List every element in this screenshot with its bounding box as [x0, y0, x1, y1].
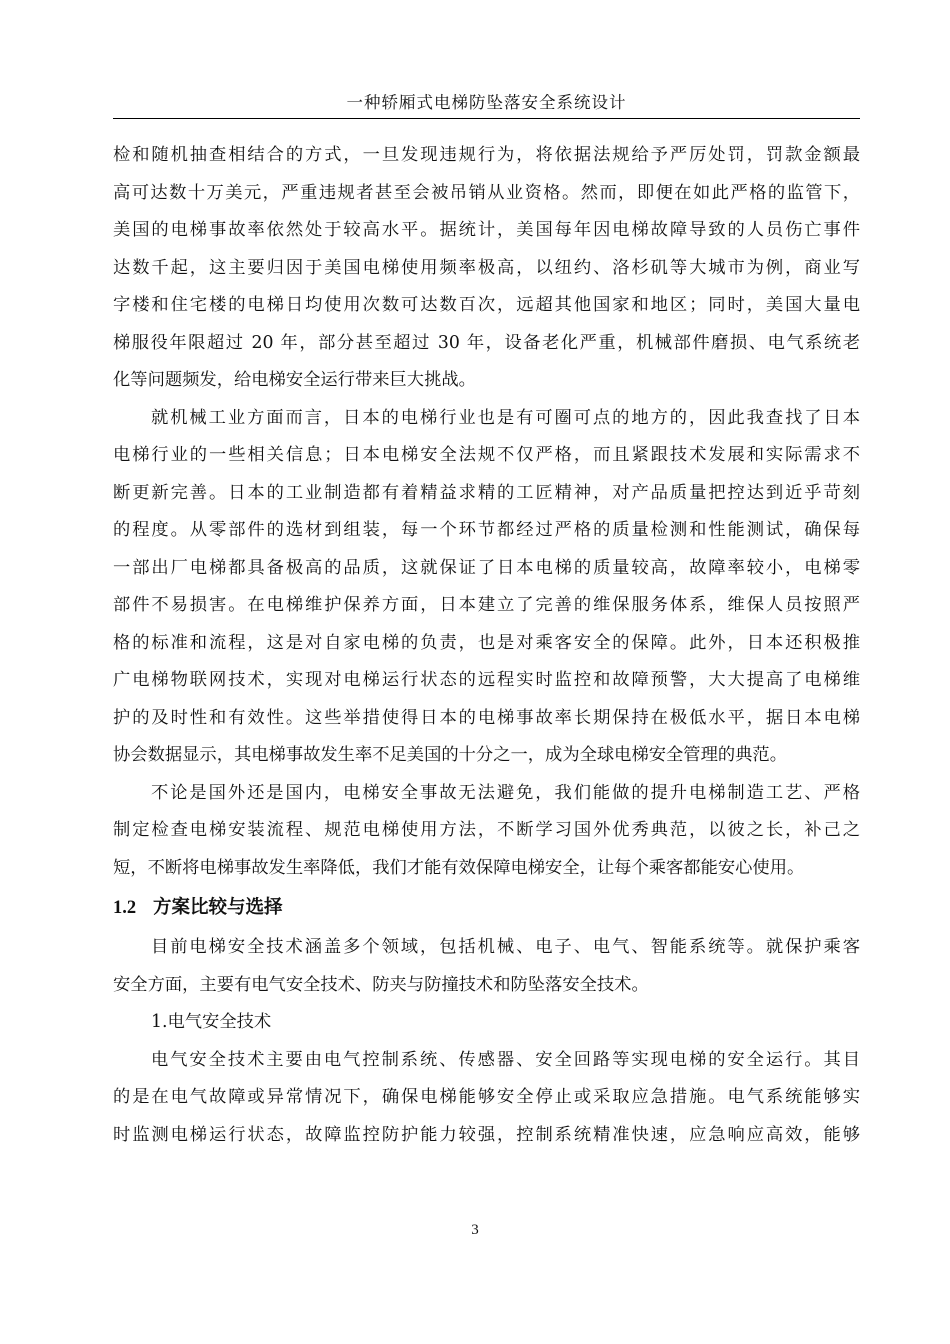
section-heading [113, 889, 860, 927]
text-line: 协会数据显示，其电梯事故发生率不足美国的十分之一，成为全球电梯安全管理的典范。 [113, 745, 787, 765]
text-line: 目前电梯安全技术涵盖多个领域，包括机械、电子、电气、智能系统等。就保护乘客 [151, 937, 860, 957]
text-line: 梯服役年限超过 20 年，部分甚至超过 30 年，设备老化严重，机械部件磨损、电气系统老 [113, 332, 860, 353]
text-line: 断更新完善。日本的工业制造都有着精益求精的工匠精神，对产品质量把控达到近乎苛刻 [113, 482, 860, 503]
text-line: 的是在电气故障或异常情况下，确保电梯能够安全停止或采取应急措施。电气系统能够实 [113, 1087, 860, 1107]
text-line: 不论是国外还是国内，电梯安全事故无法避免，我们能做的提升电梯制造工艺、严格 [151, 782, 860, 803]
text-line: 广电梯物联网技术，实现对电梯运行状态的远程实时监控和故障预警，大大提高了电梯维 [113, 670, 860, 690]
text-line: 字楼和住宅楼的电梯日均使用次数可达数百次，远超其他国家和地区；同时，美国大量电 [113, 295, 860, 315]
section-paragraph-1 [113, 929, 860, 1004]
text-line: 1.电气安全技术 [151, 1012, 272, 1032]
subsection-label [113, 1004, 860, 1042]
text-line: 时监测电梯运行状态，故障监控防护能力较强，控制系统精准快速，应急响应高效，能够 [113, 1124, 860, 1145]
paragraph-1 [113, 137, 860, 400]
text-line: 制定检查电梯安装流程、规范电梯使用方法，不断学习国外优秀典范，以彼之长，补己之 [113, 820, 860, 840]
text-line: 高可达数十万美元，严重违规者甚至会被吊销从业资格。然而，即便在如此严格的监管下， [113, 182, 860, 203]
text-line: 护的及时性和有效性。这些举措使得日本的电梯事故率长期保持在极低水平，据日本电梯 [113, 707, 860, 728]
running-header: 一种轿厢式电梯防坠落安全系统设计 [113, 88, 860, 119]
text-line: 部件不易损害。在电梯维护保养方面，日本建立了完善的维保服务体系，维保人员按照严 [113, 595, 860, 615]
section-number: 1.2 [113, 898, 137, 918]
text-line: 达数千起，这主要归因于美国电梯使用频率极高，以纽约、洛杉矶等大城市为例，商业写 [113, 257, 860, 278]
text-line: 美国的电梯事故率依然处于较高水平。据统计，美国每年因电梯故障导致的人员伤亡事件 [113, 220, 860, 240]
text-line: 电梯行业的一些相关信息；日本电梯安全法规不仅严格，而且紧跟技术发展和实际需求不 [113, 445, 860, 465]
page-number: 3 [471, 1222, 479, 1238]
text-line: 一部出厂电梯都具备极高的品质，这就保证了日本电梯的质量较高，故障率较小，电梯零 [113, 557, 860, 578]
text-line: 的程度。从零部件的选材到组装，每一个环节都经过严格的质量检测和性能测试，确保每 [113, 520, 860, 540]
text-line: 格的标准和流程，这是对自家电梯的负责，也是对乘客安全的保障。此外，日本还积极推 [113, 632, 860, 653]
paragraph-3 [113, 775, 860, 888]
text-line: 电气安全技术主要由电气控制系统、传感器、安全回路等实现电梯的安全运行。其目 [151, 1049, 860, 1070]
text-line: 就机械工业方面而言，日本的电梯行业也是有可圈可点的地方的，因此我查找了日本 [151, 407, 860, 428]
paragraph-2 [113, 400, 860, 775]
text-line: 化等问题频发，给电梯安全运行带来巨大挑战。 [113, 370, 476, 390]
text-line: 检和随机抽查相结合的方式，一旦发现违规行为，将依据法规给予严厉处罚，罚款金额最 [113, 145, 860, 165]
section-paragraph-2 [113, 1042, 860, 1155]
text-line: 安全方面，主要有电气安全技术、防夹与防撞技术和防坠落安全技术。 [113, 974, 649, 995]
text-line: 短，不断将电梯事故发生率降低，我们才能有效保障电梯安全，让每个乘客都能安心使用。 [113, 857, 805, 878]
section-title: 方案比较与选择 [153, 897, 283, 918]
page-body [113, 137, 860, 1154]
